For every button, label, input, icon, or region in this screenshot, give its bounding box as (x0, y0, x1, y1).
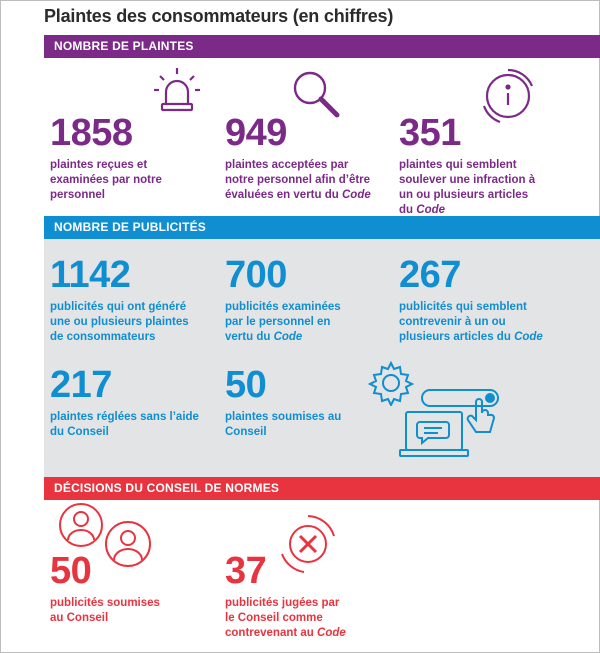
stat-value: 700 (225, 254, 287, 296)
stat-value: 217 (50, 364, 112, 406)
stat-ads-examined (225, 256, 341, 345)
stat-value: 949 (225, 112, 287, 154)
stat-description: publicités examinées par le personnel en vertu du Code (225, 301, 341, 343)
stat-description: publicités soumises au Conseil (50, 597, 160, 624)
stat-description: plaintes soumises au Conseil (225, 411, 342, 438)
section-header-complaints: NOMBRE DE PLAINTES (44, 35, 600, 58)
stat-complaints-infraction (399, 114, 535, 218)
section-header-decisions: DÉCISIONS DU CONSEIL DE NORMES (44, 477, 600, 500)
stat-decisions-contravening (225, 552, 346, 641)
stat-ads-complaints (50, 256, 189, 345)
stat-value: 50 (225, 364, 267, 406)
page-title: Plaintes des consommateurs (en chiffres) (44, 6, 394, 26)
siren-icon (152, 64, 202, 114)
stat-description: plaintes reçues et examinées par notre personnel (50, 159, 162, 201)
stat-complaints-received (50, 114, 162, 203)
stat-decisions-submitted (50, 552, 160, 626)
stat-value: 37 (225, 550, 267, 592)
stat-ads-contravene (399, 256, 543, 345)
stat-description: plaintes acceptées par notre personnel afin d’être évaluées en vertu du Code (225, 159, 371, 201)
stat-value: 1858 (50, 112, 133, 154)
stat-description: publicités qui ont généré une ou plusieurs plaintes de consommateurs (50, 301, 189, 343)
stat-description: publicités jugées par le Conseil comme contrevenant au Code (225, 597, 346, 639)
stat-ads-submitted (225, 366, 341, 440)
stat-value: 267 (399, 254, 461, 296)
stat-ads-resolved (50, 366, 199, 440)
stat-value: 351 (399, 112, 461, 154)
stat-description: plaintes qui semblent soulever une infraction à un ou plusieurs articles du Code (399, 159, 536, 216)
cursor-icon (466, 398, 498, 438)
stat-complaints-accepted (225, 114, 371, 203)
stat-description: plaintes réglées sans l’aide du Conseil (50, 411, 199, 438)
person-icon (58, 502, 104, 548)
stat-description: publicités qui semblent contrevenir à un ou plusieurs articles du Code (399, 301, 543, 343)
stat-value: 1142 (50, 254, 131, 296)
gear-icon (368, 360, 414, 406)
section-header-ads: NOMBRE DE PUBLICITÉS (44, 216, 600, 239)
stat-value: 50 (50, 550, 92, 592)
magnifier-icon (290, 68, 342, 120)
